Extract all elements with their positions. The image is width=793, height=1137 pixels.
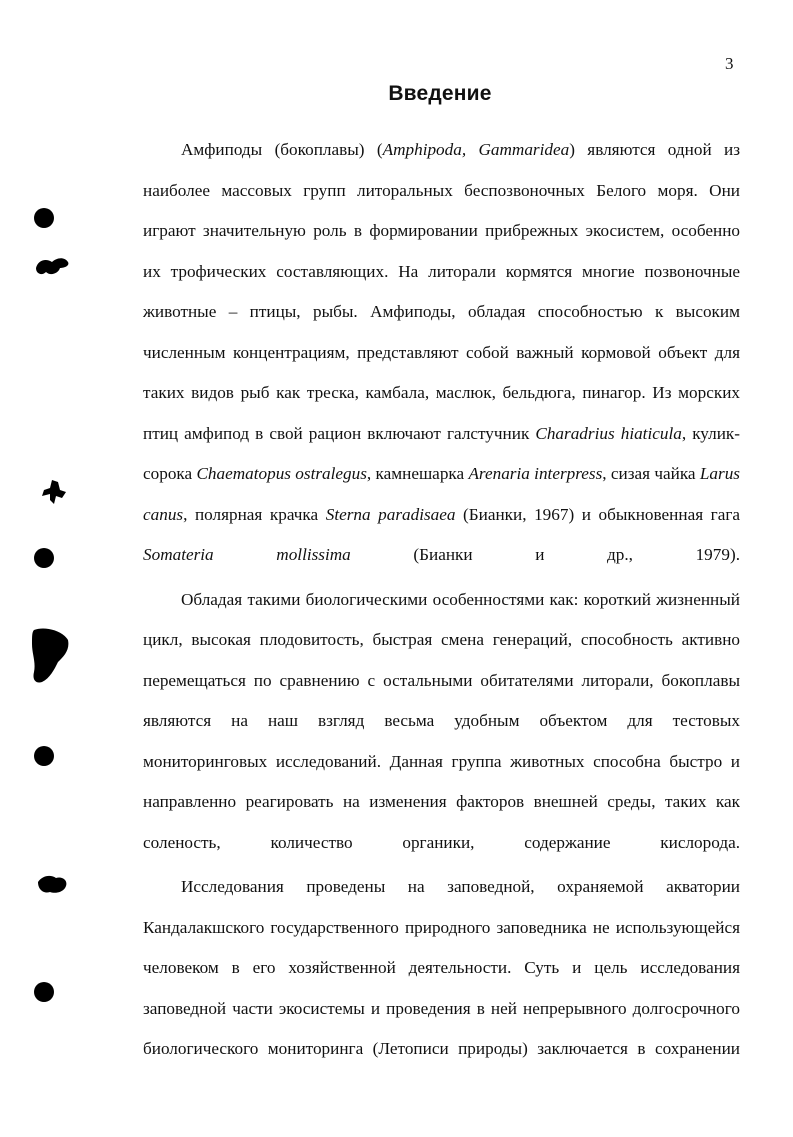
- ink-stain-1: [32, 254, 72, 280]
- latin-name: Arenaria interpress: [468, 464, 603, 483]
- binding-hole-1: [34, 208, 54, 228]
- latin-name: Amphipoda, Gammaridea: [382, 140, 570, 159]
- latin-name: Larus canus: [143, 464, 740, 524]
- paragraph-2: Обладая такими биологическими особенностями как: короткий жизненный цикл, высокая плодовитость, быстрая смена генераций, способность активно перемещаться по сравнению с остальными обитателями литорали, бокоплавы являются на наш взгляд весьма удобным объектом для тестовых мониторинговых исследований. Данная группа животных способна быстро и направленно реагировать на изменения факторов внешней среды, таких как соленость, количество органики, содержание кислорода.: [143, 589, 740, 852]
- latin-name: Chaematopus ostralegus: [196, 464, 367, 483]
- latin-name: Sterna paradisaea: [325, 504, 456, 524]
- ink-stain-3: [28, 626, 72, 686]
- ink-stain-2: [38, 478, 70, 506]
- latin-name: Charadrius hiaticula: [535, 423, 682, 443]
- main-text: [143, 130, 740, 1074]
- latin-name: Somateria mollissima: [143, 545, 351, 564]
- binding-hole-3: [34, 746, 54, 766]
- page-title: Введение: [388, 82, 492, 105]
- paragraph-1: Амфиподы (бокоплавы) (Amphipoda, Gammaridea) являются одной из наиболее массовых групп литоральных беспозвоночных Белого моря. Они играют значительную роль в формировании прибрежных экосистем, особенно их трофических составляющих. На литорали кормятся многие позвоночные животные – птицы, рыбы. Амфиподы, обладая способностью к высоким численным концентрациям, представляют собой важный кормовой объект для таких видов рыб как треска, камбала, маслюк, бельдюга, пинагор. Из морских птиц амфипод в свой рацион включают галстучник Charadrius hiaticula, кулик-сорока Chaematopus ostralegus, камнешарка Arenaria interpress, сизая чайка Larus canus, полярная крачка Sterna paradisaea (Бианки, 1967) и обыкновенная гага Somateria mollissima (Бианки и др., 1979).: [143, 140, 741, 564]
- paragraph-3: Исследования проведены на заповедной, охраняемой акватории Кандалакшского государственного природного заповедника не использующейся человеком в его хозяйственной деятельности. Суть и цель исследования заповедной части экосистемы и проведения в ней непрерывного долгосрочного биологического мониторинга (Летописи природы) заключается в сохранении: [143, 877, 740, 1058]
- binding-hole-2: [34, 548, 54, 568]
- binding-hole-4: [34, 982, 54, 1002]
- page-number: 3: [725, 54, 734, 73]
- ink-stain-4: [34, 872, 70, 896]
